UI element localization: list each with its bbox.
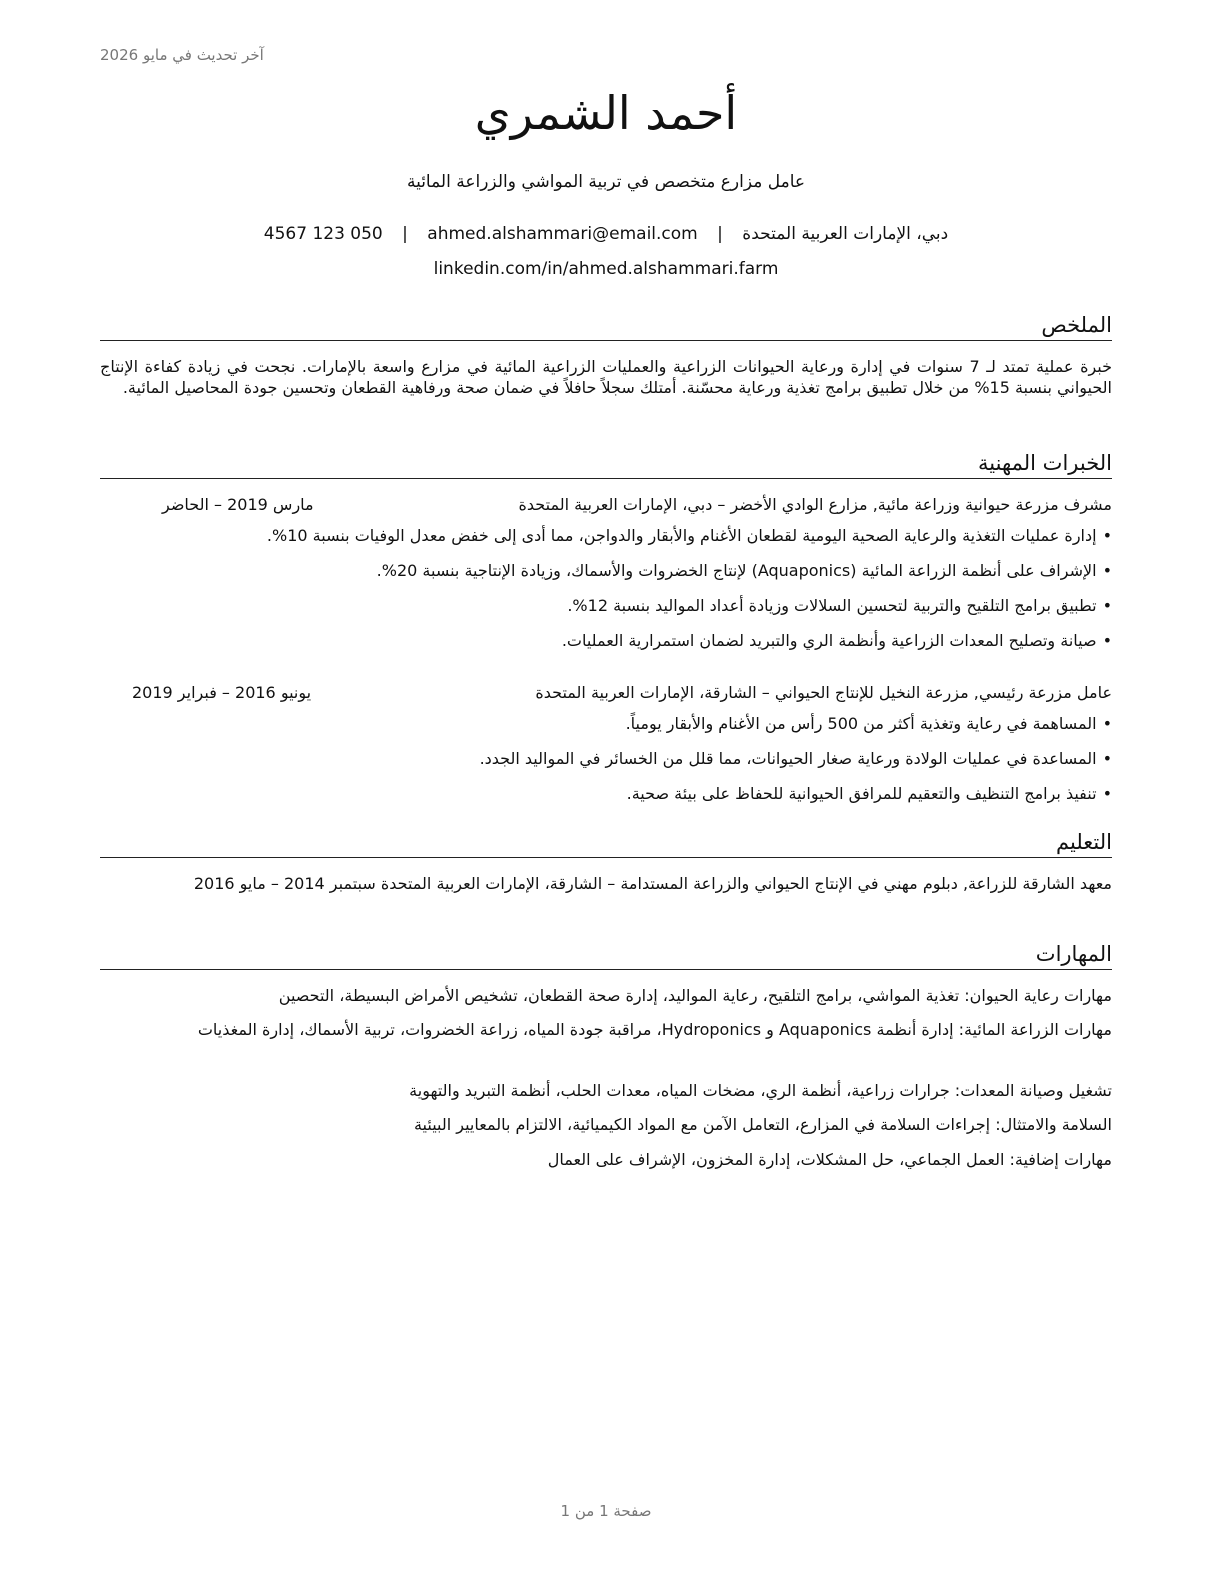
separator: | bbox=[717, 224, 723, 244]
skill-line: مهارات الزراعة المائية: إدارة أنظمة Aquaponics و Hydroponics، مراقبة جودة المياه، زراعة الخضروات، تربية الأسماك، إدارة المغذيات bbox=[197, 1020, 1112, 1039]
last-updated: آخر تحديث في مايو 2026 bbox=[100, 46, 264, 64]
job-bullet: • إدارة عمليات التغذية والرعاية الصحية اليومية لقطعان الأغنام والأبقار والدواجن، مما أدى إلى خفض معدل الوفيات بنسبة 10%. bbox=[267, 526, 1112, 546]
section-title-skills: المهارات bbox=[100, 941, 1112, 970]
resume-page bbox=[100, 0, 1112, 1584]
section-title-summary: الملخص bbox=[100, 312, 1112, 341]
job-bullet: • تنفيذ برامج التنظيف والتعقيم للمرافق الحيوانية للحفاظ على بيئة صحية. bbox=[627, 784, 1112, 804]
job-bullet: • صيانة وتصليح المعدات الزراعية وأنظمة الري والتبريد لضمان استمرارية العمليات. bbox=[562, 631, 1112, 651]
education-entry: معهد الشارقة للزراعة, دبلوم مهني في الإنتاج الحيواني والزراعة المستدامة – الشارقة، الإمارات العربية المتحدة سبتمبر 2014 – مايو 2016 bbox=[193, 874, 1112, 893]
skill-line: السلامة والامتثال: إجراءات السلامة في المزارع، التعامل الآمن مع المواد الكيميائية، الالتزام بالمعايير البيئية bbox=[413, 1115, 1112, 1134]
page-number: صفحة 1 من 1 bbox=[560, 1502, 652, 1520]
job-title-company: عامل مزرعة رئيسي, مزرعة النخيل للإنتاج الحيواني – الشارقة، الإمارات العربية المتحدة bbox=[535, 683, 1112, 702]
job-dates: يونيو 2016 – فبراير 2019 bbox=[132, 683, 312, 702]
job-dates: مارس 2019 – الحاضر bbox=[162, 495, 314, 514]
job-bullet: • تطبيق برامج التلقيح والتربية لتحسين السلالات وزيادة أعداد المواليد بنسبة 12%. bbox=[567, 596, 1112, 616]
separator: | bbox=[402, 224, 408, 244]
phone: 050 123 4567 bbox=[263, 224, 383, 244]
contact-line bbox=[100, 224, 1112, 244]
skill-line: مهارات رعاية الحيوان: تغذية المواشي، برامج التلقيح، رعاية المواليد، إدارة صحة القطعان، تشخيص الأمراض البسيطة، التحصين bbox=[278, 986, 1112, 1005]
linkedin-link[interactable]: linkedin.com/in/ahmed.alshammari.farm bbox=[433, 259, 779, 279]
summary-text: خبرة عملية تمتد لـ 7 سنوات في إدارة ورعاية الحيوانات الزراعية والعمليات الزراعية المائية في مزارع واسعة بالإمارات. نجحت في زيادة كفاءة الإنتاج الحيواني بنسبة 15% من خلال تطبيق برامج تغذية ورعاية محسّنة. أمتلك سجلاً حافلاً في ضمان صحة ورفاهية القطعان وتحسين جودة المحاصيل المائية. bbox=[100, 357, 1113, 397]
skill-line: تشغيل وصيانة المعدات: جرارات زراعية، أنظمة الري، مضخات المياه، معدات الحلب، أنظمة التبريد والتهوية bbox=[409, 1081, 1112, 1100]
job-heading bbox=[100, 683, 1112, 703]
location: دبي، الإمارات العربية المتحدة bbox=[742, 224, 949, 244]
job-bullet: • المساعدة في عمليات الولادة ورعاية صغار الحيوانات، مما قلل من الخسائر في المواليد الجدد. bbox=[480, 749, 1112, 769]
section-title-experience: الخبرات المهنية bbox=[100, 450, 1112, 479]
job-bullet: • الإشراف على أنظمة الزراعة المائية (Aquaponics) لإنتاج الخضروات والأسماك، وزيادة الإنتاجية بنسبة 20%. bbox=[377, 561, 1112, 581]
person-name: أحمد الشمري bbox=[474, 86, 738, 140]
job-title-company: مشرف مزرعة حيوانية وزراعة مائية, مزارع الوادي الأخضر – دبي، الإمارات العربية المتحدة bbox=[518, 495, 1112, 514]
job-heading bbox=[100, 495, 1112, 515]
section-title-education: التعليم bbox=[100, 829, 1112, 858]
headline: عامل مزارع متخصص في تربية المواشي والزراعة المائية bbox=[406, 172, 806, 192]
skill-line: مهارات إضافية: العمل الجماعي، حل المشكلات، إدارة المخزون، الإشراف على العمال bbox=[547, 1150, 1112, 1169]
job-bullet: • المساهمة في رعاية وتغذية أكثر من 500 رأس من الأغنام والأبقار يومياً. bbox=[626, 714, 1112, 734]
email-link[interactable]: ahmed.alshammari@email.com bbox=[427, 224, 698, 244]
